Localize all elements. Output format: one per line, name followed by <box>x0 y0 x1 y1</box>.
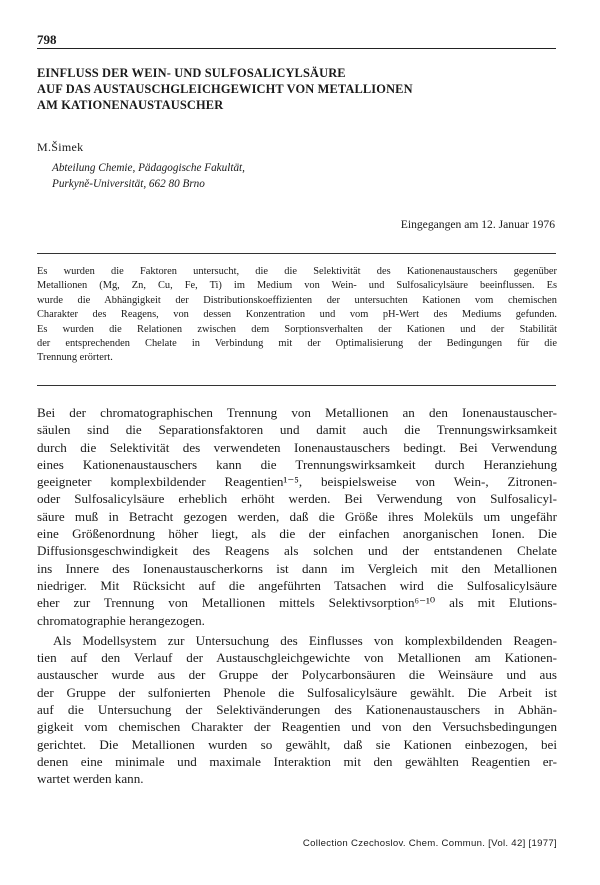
body-line: eines Kationenaustauschers kann die Trennungswirksamkeit durch Heranziehung <box>37 456 557 472</box>
affiliation <box>52 160 245 192</box>
body-line: säulen sind die Separationsfaktoren und damit auch die Trennungswirksamkeit <box>37 422 557 438</box>
body-line: Bei der chromatographischen Trennung von Metallionen an den Ionenaustauscher- <box>37 405 557 420</box>
body-line: Diffusionsgeschwindigkeit des Reagens als solchen und der entstandenen Chelate <box>37 543 557 559</box>
abstract-bottom-rule <box>37 385 556 386</box>
body-line: denen eine minimale und maximale Interaktion mit den gewählten Reagentien er- <box>37 753 557 769</box>
abstract-line: Trennung erörtert. <box>37 352 113 364</box>
received-date: Eingegangen am 12. Januar 1976 <box>400 218 555 231</box>
body-line: auf die Untersuchung der Selektivänderungen des Kationenaustauschers in Abhän- <box>37 702 557 718</box>
body-line: gigkeit vom chemischen Charakter der Reagentien und von den Versuchsbedingungen <box>37 719 557 735</box>
abstract-top-rule <box>37 253 556 254</box>
body-line: eher zur Trennung von Metallionen mittels Selektivsorption⁶⁻¹⁰ als mit Elutions- <box>37 595 557 611</box>
body-line: der Gruppe der sulfonierten Phenole die Sulfosalicylsäure gewählt. Die Arbeit ist <box>37 684 557 700</box>
body-line: gerichtet. Die Metallionen wurden so gewählt, daß sie Kationen einbezogen, bei <box>37 736 557 752</box>
title-line: EINFLUSS DER WEIN- UND SULFOSALICYLSÄURE <box>37 66 346 80</box>
abstract <box>37 265 557 366</box>
body-line: austauscher wurde aus der Gruppe der Polycarbonsäuren die Weinsäure und aus <box>37 667 557 683</box>
author: M.Šimek <box>37 140 84 154</box>
body-line: Als Modellsystem zur Untersuchung des Einflusses von komplexbildenden Reagen- <box>53 632 557 648</box>
abstract-line: Es wurden die Faktoren untersucht, die die Selektivität des Kationenaustauschers gegenüber <box>37 266 557 277</box>
affiliation-line: Abteilung Chemie, Pädagogische Fakultät, <box>52 162 245 174</box>
abstract-line: Es wurden die Relationen zwischen dem Sorptionsverhalten der Kationen und der Stabilität <box>37 323 557 335</box>
body-line: durch die Selektivität des verwendeten Ionenaustauschers bedingt. Bei Verwendung <box>37 439 557 455</box>
body-line: chromatographie herangezogen. <box>37 612 205 628</box>
journal-footer: Collection Czechoslov. Chem. Commun. [Vol. 42] [1977] <box>302 838 557 849</box>
paragraph-2 <box>37 632 557 788</box>
page-number: 798 <box>37 32 57 47</box>
abstract-line: Metallionen (Mg, Zn, Cu, Fe, Ti) im Medium von Wein- und Sulfosalicylsäure beeinflussen. Es <box>37 280 557 292</box>
body-line: eine Größenordnung höher liegt, als die der einfachen anorganischen Ionen. Die <box>37 526 557 542</box>
body-line: säure muß in Betracht gezogen werden, daß die Größe ihres Moleküls um ungefähr <box>37 508 557 524</box>
body-line: oder Sulfosalicylsäure erheblich erhöht werden. Bei Verwendung von Sulfosalicyl- <box>37 491 557 507</box>
body-text <box>37 404 557 788</box>
body-line: niedriger. Mit Rücksicht auf die angeführten Tatsachen wird die Sulfosalicylsäure <box>37 577 557 593</box>
abstract-line: der entsprechenden Chelate in Verbindung mit der Optimalisierung der Bedingungen für die <box>37 338 557 350</box>
abstract-line: Charakter des Reagens, von dessen Konzentration und vom pH-Wert des Mediums gefunden. <box>37 309 557 321</box>
title-line: AUF DAS AUSTAUSCHGLEICHGEWICHT VON METALLIONEN <box>37 82 413 96</box>
body-line: tien auf den Verlauf der Austauschgleichgewichte von Metallionen am Kationen- <box>37 650 557 666</box>
body-line: ins Innere des Ionenaustauscherkorns ist dann im Vergleich mit den Metallionen <box>37 560 557 576</box>
body-line: geeigneter komplexbildender Reagentien¹⁻⁵, beispielsweise von Wein-, Zitronen- <box>37 474 557 490</box>
header-rule <box>37 48 556 49</box>
abstract-line: wurde die Abhängigkeit der Distributionskoeffizienten der untersuchten Kationen vom chemischen <box>37 294 557 306</box>
body-line: wartet werden kann. <box>37 771 144 787</box>
article-title <box>37 65 557 113</box>
affiliation-line: Purkyně-Universität, 662 80 Brno <box>52 178 205 190</box>
title-line: AM KATIONENAUSTAUSCHER <box>37 98 224 112</box>
paragraph-1 <box>37 404 557 629</box>
